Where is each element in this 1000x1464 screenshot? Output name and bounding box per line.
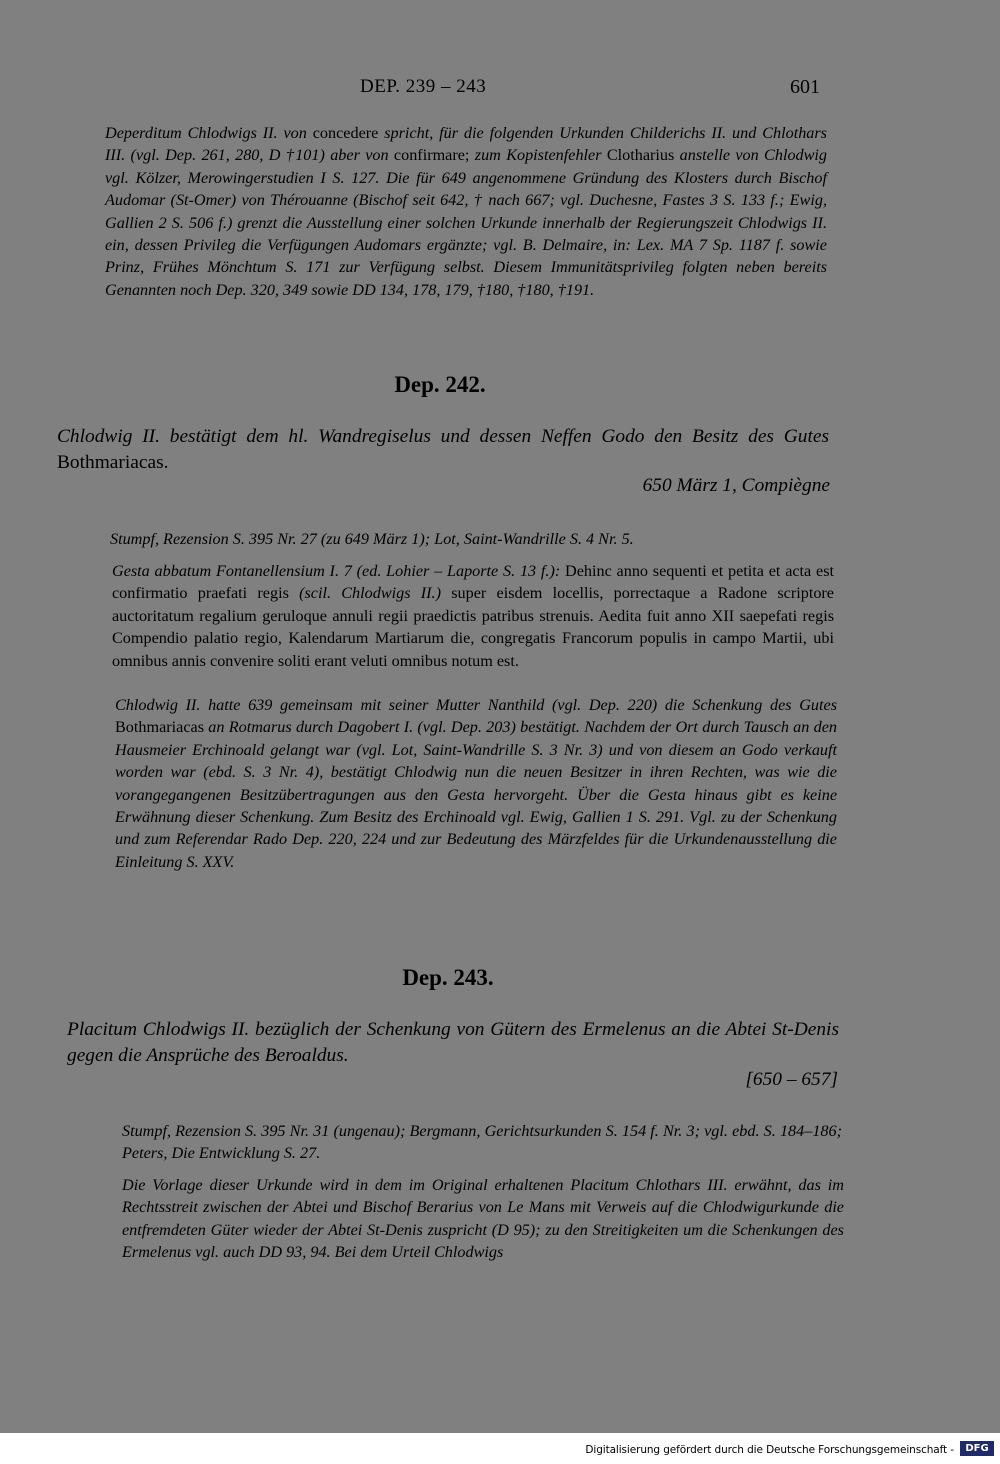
intro-e: zum Kopistenfehler — [474, 146, 602, 165]
dep-242-gesta-cite: Gesta abbatum Fontanellensium I. 7 (ed. Lohier – Laporte S. 13 f.): — [112, 562, 561, 580]
dep-243-regest: Placitum Chlodwigs II. bezüglich der Schenkung von Gütern des Ermelenus an die Abtei St-Denis gegen die Ansprüche des Beroaldus. — [67, 1019, 839, 1066]
dep-242-date: 650 März 1, Compiègne — [642, 475, 830, 496]
intro-paragraph — [105, 122, 827, 301]
intro-c: spricht, für die folgenden Urkunden Childerichs II. und Chlothars III. (vgl. Dep. 261, 280, D †101) aber von — [105, 124, 827, 165]
dep-243-sources: Stumpf, Rezension S. 395 Nr. 31 (ungenau); Bergmann, Gerichtsurkunden S. 154 f. Nr. 3; vgl. ebd. S. 184–186; Peters, Die Entwicklung S. 27. — [122, 1122, 842, 1163]
dep-242-gesta-quote-1: Dehinc anno sequenti et petita et acta est confirmatio praefati regis — [112, 562, 835, 603]
intro-a: Deperditum Chlodwigs II. von — [105, 124, 307, 142]
dep-242-heading: Dep. 242. — [394, 372, 486, 397]
dep-242-comm-2: an Rotmarus durch Dagobert I. (vgl. Dep. 203) bestätigt. Nachdem der Ort durch Tausch an den Hausmeier Erchinoald gelangt war (vgl. Lot, Saint-Wandrille S. 3 Nr. 3) und von diesem an Godo verkauft worden war (ebd. S. 3 Nr. 4), bestätigt Chlodwig nun die neuen Besitzer in ihren Rechten, was wie die vorangegangenen Besitzübertragungen aus den Gesta hervorgeht. Über die Gesta hinaus gibt es keine Erwähnung dieser Schenkung. Zum Besitz des Erchinoald vgl. Ewig, Gallien 1 S. 291. Vgl. zu der Schenkung und zum Referendar Rado Dep. 220, 224 und zur Bedeutung des Märzfeldes für die Urkundenausstellung die Einleitung S. XXV. — [115, 718, 838, 871]
dep-243-heading: Dep. 243. — [402, 965, 494, 990]
dep-242-gesta-scil: (scil. Chlodwigs II.) — [299, 584, 441, 603]
running-header: DEP. 239 – 243 — [360, 76, 487, 97]
dfg-logo: DFG — [960, 1441, 994, 1456]
dep-242-gesta-quote-2: super eisdem locellis, porrectaque a Radone scriptore auctoritatum regalium geruloque annuli regii praedictis patribus strenuis. Aedita fuit anno XII saepefati regis Compendio palatio regio, Kalendarum Martiarum die, congregatis Francorum populis in campo Martii, ubi omnibus annis convenire soliti erant veluti omnibus notum est. — [112, 584, 834, 670]
dep-242-sources: Stumpf, Rezension S. 395 Nr. 27 (zu 649 März 1); Lot, Saint-Wandrille S. 4 Nr. 5. — [110, 530, 634, 548]
dep-242-regest — [57, 424, 829, 476]
dep-242-regest-text: Chlodwig II. bestätigt dem hl. Wandregiselus und dessen Neffen Godo den Besitz des Gutes — [57, 426, 829, 447]
intro-d: confirmare; — [388, 146, 475, 165]
page-number: 601 — [790, 76, 820, 98]
intro-g: anstelle von Chlodwig vgl. Kölzer, Merowingerstudien I S. 127. Die für 649 angenommene Gründung des Klosters durch Bischof Audomar (St-Omer) von Thérouanne (Bischof seit 642, † nach 667; vgl. Duchesne, Fastes 3 S. 133 f.; Ewig, Gallien 2 S. 506 f.) grenzt die Ausstellung einer solchen Urkunde innerhalb der Regierungszeit Chlodwigs II. ein, dessen Privileg die Verfügungen Audomars ergänzte; vgl. B. Delmaire, in: Lex. MA 7 Sp. 1187 f. sowie Prinz, Frühes Mönchtum S. 171 zur Verfügung selbst. Diesem Immunitätsprivileg folgten neben bereits Genannten noch Dep. 320, 349 sowie DD 134, 178, 179, †180, †180, †191. — [105, 146, 828, 299]
dep-243-commentary: Die Vorlage dieser Urkunde wird in dem im Original erhaltenen Placitum Chlothars III. erwähnt, das im Rechtsstreit zwischen der Abtei und Bischof Berarius von Le Mans mit Verweis auf die Chlodwigurkunde die entfremdeten Güter wieder der Abtei St-Denis zuspricht (D 95); zu den Streitigkeiten um die Schenkungen des Ermelenus vgl. auch DD 93, 94. Bei dem Urteil Chlodwigs — [122, 1176, 844, 1262]
dep-242-commentary — [115, 694, 837, 873]
dep-242-gesta — [112, 560, 834, 672]
dep-242-comm-1: Chlodwig II. hatte 639 gemeinsam mit seiner Mutter Nanthild (vgl. Dep. 220) die Schenkung des Gutes — [115, 696, 837, 714]
intro-b: concedere — [306, 124, 385, 142]
dep-242-regest-place: Bothmariacas. — [57, 452, 169, 473]
footer-credit: Digitalisierung gefördert durch die Deutsche Forschungsgemeinschaft - — [585, 1444, 954, 1456]
dep-243-date: [650 – 657] — [745, 1069, 838, 1090]
intro-f: Clotharius — [601, 146, 680, 165]
dep-242-comm-place: Bothmariacas — [115, 718, 209, 737]
